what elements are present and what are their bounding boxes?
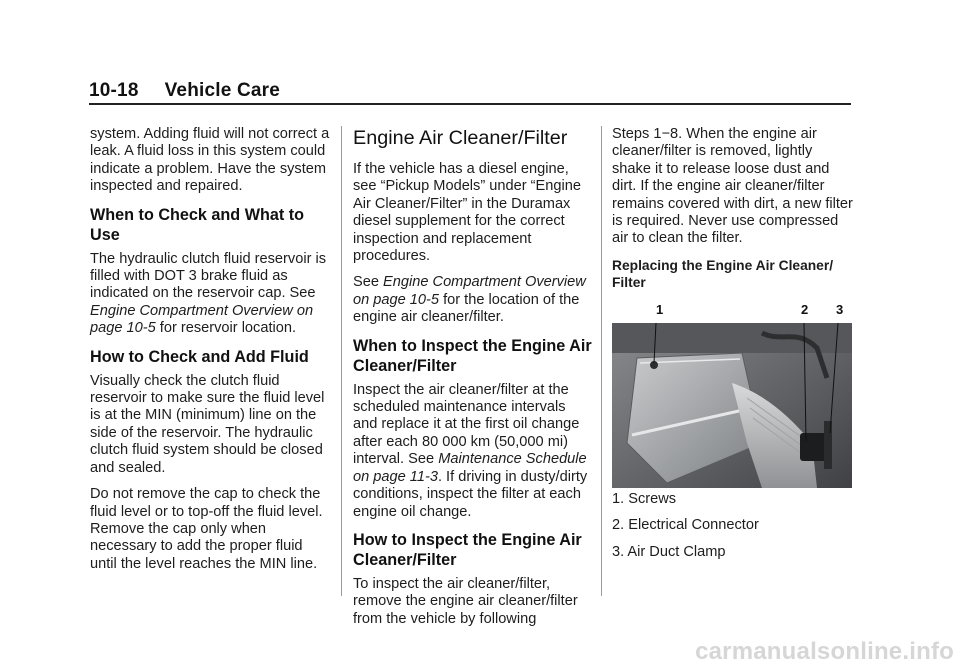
paragraph: Inspect the air cleaner/filter at the scheduled maintenance intervals and replace it at the first oil change after each 80 000 km (50,000 mi) interval. See Maintenance Schedule on page 11-3. If driving in dusty/dirty conditions, inspect the filter at each engine oil change. — [353, 381, 588, 520]
callout-number: 3 — [836, 301, 844, 317]
cross-reference-link[interactable]: Maintenance Schedule on page 11-3 — [353, 451, 587, 485]
section-heading-air-cleaner: Engine Air Cleaner/Filter — [353, 127, 568, 149]
heading-how-to-check: How to Check and Add Fluid — [90, 347, 309, 366]
air-cleaner-illustration — [612, 323, 852, 488]
watermark: carmanualsonline.info — [695, 638, 954, 665]
column-divider — [341, 126, 342, 596]
list-item: 3. Air Duct Clamp — [612, 543, 726, 560]
paragraph: See Engine Compartment Overview on page 10-5 for the location of the engine air cleaner/filter. — [353, 274, 586, 326]
paragraph: If the vehicle has a diesel engine, see “Pickup Models” under “Engine Air Cleaner/Filter” in the Duramax diesel supplement for the correct inspection and replacement procedures. — [353, 161, 581, 265]
heading-when-to-inspect: When to Inspect the Engine Air Cleaner/Filter — [353, 336, 592, 375]
column-left — [90, 126, 330, 582]
page-header — [89, 80, 280, 102]
callout-number: 1 — [656, 301, 664, 317]
heading-when-to-check: When to Check and What to Use — [90, 205, 305, 244]
column-divider — [601, 126, 602, 596]
paragraph: Do not remove the cap to check the fluid level or to top-off the fluid level. Remove the cap only when necessary to add the proper fluid until the level reaches the MIN line. — [90, 486, 323, 572]
heading-how-to-inspect: How to Inspect the Engine Air Cleaner/Filter — [353, 530, 582, 569]
paragraph: To inspect the air cleaner/filter, remove the engine air cleaner/filter from the vehicle by following — [353, 575, 578, 627]
cross-reference-link[interactable]: Engine Compartment Overview on page 10-5 — [353, 274, 586, 308]
callout-number: 2 — [801, 301, 809, 317]
section-title: Vehicle Care — [164, 80, 281, 101]
list-item: 1. Screws — [612, 490, 677, 507]
engine-figure — [612, 301, 852, 491]
paragraph: system. Adding fluid will not correct a leak. A fluid loss in this system could indicate a problem. Have the system inspected and repaired. — [90, 126, 330, 195]
paragraph: The hydraulic clutch fluid reservoir is filled with DOT 3 brake fluid as indicated on the reservoir cap. See Engine Compartment Overview on page 10-5 for reservoir location. — [90, 250, 327, 337]
column-right — [612, 126, 854, 570]
paragraph: Steps 1−8. When the engine air cleaner/filter is removed, lightly shake it to release loose dust and dirt. If the engine air cleaner/filter remains covered with dirt, a new filter is required. Never use compressed air to clean the filter. — [612, 126, 853, 247]
figure-caption: Replacing the Engine Air Cleaner/ Filter — [612, 257, 834, 290]
air-cleaner-photo — [612, 323, 852, 488]
list-item: 2. Electrical Connector — [612, 517, 759, 534]
paragraph: Visually check the clutch fluid reservoir to make sure the fluid level is at the MIN (minimum) line on the side of the reservoir. The hydraulic clutch fluid system should be closed and sealed. — [90, 372, 325, 476]
header-rule — [89, 103, 851, 105]
page-number: 10-18 — [89, 80, 139, 101]
cross-reference-link[interactable]: Engine Compartment Overview on page 10-5 — [90, 302, 314, 337]
column-middle — [353, 126, 593, 637]
